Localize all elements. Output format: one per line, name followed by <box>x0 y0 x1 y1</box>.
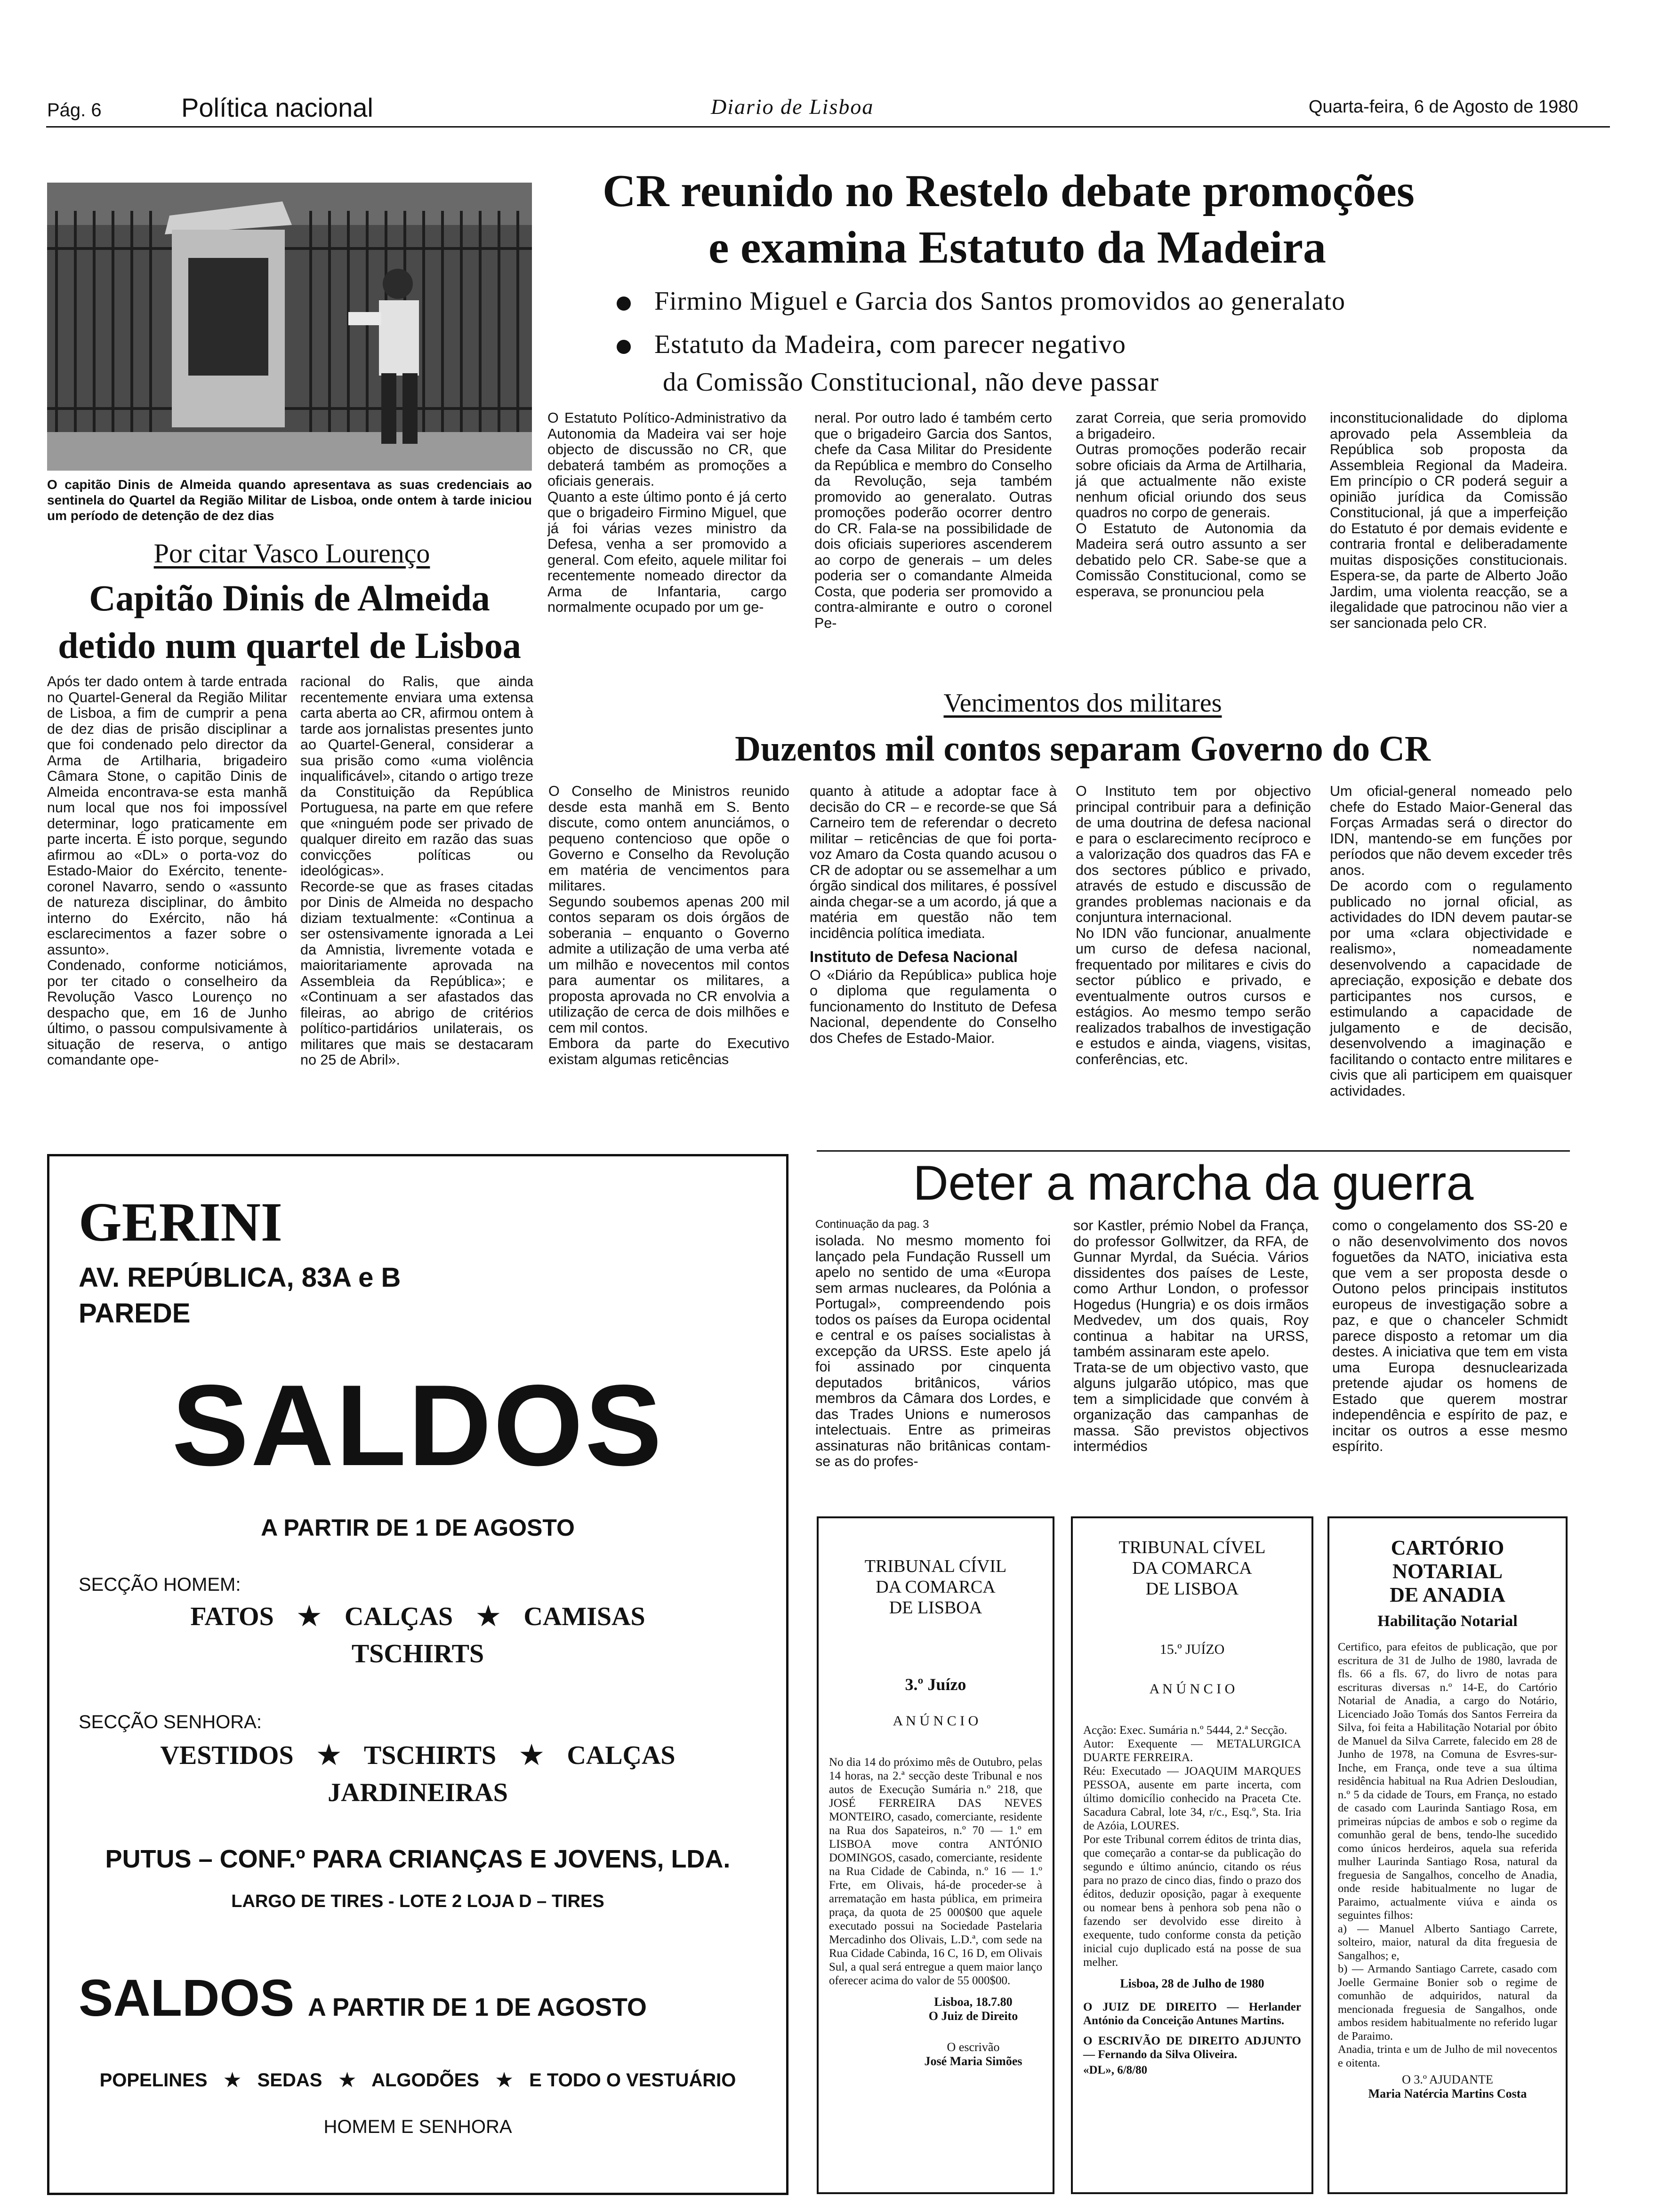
left-story-col1 <box>47 674 287 1068</box>
notice-body: Acção: Exec. Sumária n.º 5444, 2.ª Secção. Autor: Exequente — METALURGICA DUARTE FERREIRA. Réu: Executado — JOAQUIM MARQUES PESSOA, ausente em parte incerta, com último domicílio conhecido na Praceta Cte. Sacadura Cabral, lote 34, r/c., Esq.º, Sta. Iria de Azóia, LOURES. Por este Tribunal correm éditos de trinta dias, que começarão a contar-se da publicação do segundo e último anúncio, citando os réus para no prazo de cinco dias, findo o prazo dos éditos, deduzir oposição, pagar à exequente ou nomear bens à penhora sob pena não o fazendo ser devolvido esse direito à exequente, tudo conforme consta da petição inicial cujo duplicado está na posse de sua melher. <box>1083 1724 1301 1969</box>
gerini-advertisement <box>47 1154 788 2195</box>
left-story-col1-text: Após ter dado ontem à tarde entrada no Quartel-General da Região Militar de Lisboa, a fim de cumprir a pena de dez dias de prisão disciplinar a que foi condenado pelo director da Arma de Artilharia, brigadeiro Câmara Stone, o capitão Dinis de Almeida encontrava-se esta manhã num local que nos foi impossível determinar, logo praticamente em parte incerta. É isto porque, segundo afirmou ao «DL» o porta-voz do Estado-Maior do Exército, tenente-coronel Navarro, sendo o «assunto de natureza disciplinar, do âmbito interno do Exército, não há esclarecimentos a fazer sobre o assunto». Condenado, conforme noticiámos, por ter citado o conselheiro da Revolução Vasco Lourenço no despacho que, em 16 de Junho último, o passou compulsivamente à situação de reserva, o antigo comandante ope- <box>47 673 287 1068</box>
notice-body: Certifico, para efeitos de publicação, que por escritura de 31 de Julho de 1980, lavrada de fls. 66 a fls. 67, do livro de notas para escrituras diversas n.º 14-E, do Cartório Notarial de Anadia, a cargo do Notário, Licenciado João Tomás dos Santos Ferreira da Silva, foi feita a Habilitação Notarial por óbito de Manuel da Silva Carrete, falecido em 28 de Junho de 1978, na Comuna de Esvres-sur-Inche, em França, onde teve a sua última residência habitual na Rua Adrien Desloudian, n.º 5 da cidade de Tours, em França, no estado de casado com Laurinda Santiago Rosa, em primeiras núpcias de ambos e sob o regime da comunhão geral de bens, tendo-lhe sucedido como únicos herdeiros, aquela sua referida mulher Laurinda Santiago Rosa, natural da freguesia de Sangalhos, concelho de Anadia, onde reside habitualmente no lugar de Paraimo, actualmente viúva e ainda os seguintes filhos: a) — Manuel Alberto Santiago Carrete, solteiro, maior, natural da dita freguesia de Sangalhos; e, b) — Armando Santiago Carrete, casado com Joelle Germaine Bonier sob o regime de comunhão de adquiridos, natural da mencionada freguesia de Sangalhos, onde ambos residem habitualmente no referido lugar de Paraimo. Anadia, trinta e um de Julho de mil novecentos e oitenta. <box>1338 1641 1557 2069</box>
bullet1-text: Firmino Miguel e Garcia dos Santos promovidos ao generalato <box>654 287 1346 316</box>
top-story-bullet2 <box>617 329 1126 360</box>
notice-court: 15.º JUÍZO <box>1159 1642 1225 1657</box>
ad-saldos-headline: SALDOS <box>172 1361 664 1490</box>
top-story-bullet2-cont: da Comissão Constitucional, não deve passar <box>663 368 1159 397</box>
military-story-col4-text: Um oficial-general nomeado pelo chefe do Estado Maior-General das Forças Armadas será o director do IDN, mantendo-se em funções por períodos que não devem exceder três anos. De acordo com o regulamento publicado no jornal oficial, as actividades do IDN devem pautar-se por uma «clara objectividade e realismo», nomeadamente desenvolvendo a capacidade de apreciação, exposição e debate dos participantes nos cursos, e estimulando a capacidade de julgamento e de decisão, desenvolvendo a imaginação e facilitando o contacto entre militares e civis que ali participem em quaisquer actividades. <box>1330 783 1572 1099</box>
war-story-col3 <box>1332 1218 1568 1455</box>
ad-women-item-line2: JARDINEIRAS <box>328 1778 508 1807</box>
ad-company: PUTUS – CONF.º PARA CRIANÇAS E JOVENS, LDA. <box>105 1845 731 1873</box>
war-story-col1 <box>815 1233 1051 1470</box>
bullet-icon <box>617 340 631 354</box>
star-icon: ★ <box>317 1741 341 1770</box>
ad-fabric: ALGODÕES <box>371 2070 479 2091</box>
star-icon: ★ <box>496 2070 513 2091</box>
top-story-bullet1 <box>617 286 1345 316</box>
ad-address-line2: PAREDE <box>79 1298 191 1329</box>
military-story-col1 <box>548 784 789 1067</box>
ad-men-item: CAMISAS <box>523 1602 645 1631</box>
ad-men-item: CALÇAS <box>344 1602 453 1631</box>
war-story-col3-text: como o congelamento dos SS-20 e o não desenvolvimento dos novos foguetões da NATO, iniciativa esta que vem a ser proposta desde o Outono pelos principais institutos europeus de investigação sobre a paz, e que o chanceler Schmidt parece disposto a retomar um dia destes. A iniciativa que tem em vista uma Europa desnuclearizada pretende ajudar os homens de Estado que querem mostrar independência e espírito de paz, e incitar os outros a esse mesmo espírito. <box>1332 1218 1568 1454</box>
ad-men-section: SECÇÃO HOMEM: <box>79 1574 241 1595</box>
notice-clerk: O ESCRIVÃO DE DIREITO ADJUNTO — Fernando da Silva Oliveira. <box>1083 2035 1301 2061</box>
left-story-kicker: Por citar Vasco Lourenço <box>153 538 430 569</box>
war-story-headline: Deter a marcha da guerra <box>913 1156 1474 1210</box>
military-story-kicker: Vencimentos dos militares <box>943 689 1222 718</box>
top-story-col2-text: neral. Por outro lado é também certo que o brigadeiro Garcia dos Santos, chefe da Casa Militar do Presidente da República e membro do Conselho da Revolução, seja também promovido ao generalato. Outras promoções poderão ocorrer dentro do CR. Fala-se na possibilidade de dois oficiais superiores ascenderem ao corpo de generais – um deles poderia ser o comandante Almeida Costa, que poderia ser promovido a contra-almirante e outro o coronel Pe- <box>814 410 1052 631</box>
war-story-continued: Continuação da pag. 3 <box>815 1218 929 1231</box>
ad-fabric: E TODO O VESTUÁRIO <box>529 2070 736 2091</box>
ad-men-item: FATOS <box>190 1602 274 1631</box>
section-title: Política nacional <box>181 93 373 122</box>
ad-audience: HOMEM E SENHORA <box>323 2116 512 2137</box>
war-story-col1-text: isolada. No mesmo momento foi lançado pela Fundação Russell um apelo no sentido de uma «Europa sem armas nucleares, da Polónia a Portugal», compreendendo pois todos os países da Europa ocidental e central e os países socialistas à excepção da URSS. Este apelo já foi assinado por cinquenta deputados britânicos, vários membros da Câmara dos Lordes, e das Trades Unions e numerosos intelectuais. Entre as primeiras assinaturas não britânicas contam-se as do profes- <box>815 1233 1051 1469</box>
ad-company-address: LARGO DE TIRES - LOTE 2 LOJA D – TIRES <box>231 1891 604 1911</box>
military-story-col3 <box>1076 784 1311 1067</box>
ad-women-item: VESTIDOS <box>160 1741 294 1770</box>
notice-title: TRIBUNAL CÍVIL DA COMARCA DE LISBOA <box>864 1556 1007 1618</box>
bullet-icon <box>617 297 631 311</box>
military-story-headline: Duzentos mil contos separam Governo do CR <box>735 729 1431 769</box>
legal-notice-tribunal-15 <box>1071 1516 1313 2194</box>
military-story-col4 <box>1330 784 1572 1099</box>
notice-signer: Maria Natércia Martins Costa <box>1368 2087 1527 2100</box>
top-story-col4-text: inconstitucionalidade do diploma aprovado pela Assembleia da República sob proposta da Assembleia Regional da Madeira. Em princípio o CR poderá seguir a opinião jurídica da Comissão Constitucional, já que a imperfeição do Estatuto é por demais evidente e contraria frontal e deliberadamente muitas disposições constitucionais. Espera-se, da parte de Alberto João Jardim, uma violenta reacção, se a ilegalidade que patrocinou não vier a ser sancionada pelo CR. <box>1330 410 1568 631</box>
page-number: Pág. 6 <box>47 100 102 120</box>
notice-clerk: José Maria Simões <box>924 2054 1022 2068</box>
top-story-col1-text: O Estatuto Político-Administrativo da Autonomia da Madeira vai ser hoje objecto de discussão no CR, que debaterá também as promoções a oficiais generais. Quanto a este último ponto é já certo que o brigadeiro Firmino Miguel, que já foi várias vezes ministro da Defesa, venha a ser promovido a general. Com efeito, aquele militar foi recentemente nomeado director da Arma de Infantaria, cargo normalmente ocupado por um ge- <box>547 410 787 615</box>
top-story-headline-line2: e examina Estatuto da Madeira <box>708 222 1326 273</box>
notice-signer-title: O 3.º AJUDANTE <box>1402 2073 1493 2086</box>
photo-caption: O capitão Dinis de Almeida quando apresentava as suas credenciais ao sentinela do Quartel da Região Militar de Lisboa, onde ontem à tarde iniciou um período de detenção de dez dias <box>47 477 532 523</box>
ad-fabric: SEDAS <box>257 2070 322 2091</box>
military-story-col3-text: O Instituto tem por objectivo principal contribuir para a definição de uma doutrina de defesa nacional e para o esclarecimento recíproco e a valorização dos quadros das FA e dos sectores público e privado, através de estudo e discussão de grandes problemas nacionais e da conjuntura internacional. No IDN vão funcionar, anualmente um curso de defesa nacional, frequentado por militares e civis do sector público e privado, e eventualmente outros cursos e estágios. Ao mesmo tempo serão realizados trabalhos de investigação e estudos e ainda, viagens, visitas, conferências, etc. <box>1076 783 1311 1067</box>
sentry-box-photo <box>47 183 532 471</box>
ad-men-item-line2: TSCHIRTS <box>351 1639 484 1668</box>
legal-notice-tribunal-3 <box>817 1516 1054 2194</box>
ad-women-items <box>49 1740 786 1771</box>
military-story-subhead: Instituto de Defesa Nacional <box>810 948 1018 965</box>
military-story-col2-text: quanto à atitude a adoptar face à decisão do CR – e recorde-se que Sá Carneiro tem de referendar o decreto militar – reticências de que foi porta-voz Amaro da Costa quando acusou o CR de adoptar ou se assemelhar a um órgão sindical dos militares, é possível ainda chegar-se a um acordo, já que a matéria em questão não tem incidência política imediata. <box>810 783 1057 941</box>
notice-place-date: Lisboa, 28 de Julho de 1980 <box>1120 1977 1264 1990</box>
left-story-col2 <box>300 674 533 1068</box>
top-story-col2 <box>814 410 1052 631</box>
left-story-headline-line2: detido num quartel de Lisboa <box>58 625 521 666</box>
notice-body: No dia 14 do próximo mês de Outubro, pelas 14 horas, na 2.ª secção deste Tribunal e nos autos de Execução Sumária n.º 218, que JOSÉ FERREIRA DAS NEVES MONTEIRO, casado, comerciante, residente na Rua dos Sapateiros, n.º 70 — 1.º em LISBOA move contra ANTÓNIO DOMINGOS, casado, comerciante, residente na Rua Cidade de Cabinda, n.º 16 — 1.º Frte, em Olivais, há-de proceder-se à arrematação em hasta pública, em primeira praça, da quota de 25 000$00 que aquele executado possui na Sociedade Pastelaria Mercadinho dos Olivais, L.D.ª, com sede na Rua Cidade Cabinda, 16 C, 16 D, em Olivais Sul, a qual será entregue a quem maior lanço oferecer acima do valor de 55 000$00. <box>829 1756 1042 1987</box>
star-icon: ★ <box>338 2070 356 2091</box>
notice-judge: O JUIZ DE DIREITO — Herlander António da Conceição Antunes Martins. <box>1083 2001 1301 2027</box>
ad-fabrics <box>49 2069 786 2091</box>
news-photo <box>47 183 532 471</box>
star-icon: ★ <box>224 2070 241 2091</box>
notice-label: A N Ú N C I O <box>1149 1681 1235 1697</box>
notice-label: A N Ú N C I O <box>893 1713 979 1729</box>
war-story-col2-text: sor Kastler, prémio Nobel da França, do professor Gollwitzer, da RFA, de Gunnar Myrdal, da Suécia. Vários dissidentes dos países de Leste, como Arthur London, o professor Hogedus (Hungria) e os dois irmãos Medvedev, um dos quais, Roy continua a habitar na URSS, também assinaram este apelo. Trata-se de um objectivo vasto, que alguns julgarão utópico, mas que tem a simplicidade que convém à organização das campanhas de massa. São previstos objectivos intermédios <box>1073 1218 1309 1454</box>
ad-from-date: A PARTIR DE 1 DE AGOSTO <box>261 1515 575 1541</box>
ad-men-items <box>49 1601 786 1632</box>
notice-clerk-title: O escrivão <box>947 2040 1000 2054</box>
star-icon: ★ <box>476 1602 500 1631</box>
issue-date: Quarta-feira, 6 de Agosto de 1980 <box>1309 97 1578 117</box>
war-story-top-rule <box>817 1150 1570 1152</box>
military-story-col1-text: O Conselho de Ministros reunido desde esta manhã em S. Bento discute, como ontem anunciámos, o pequeno contencioso que opõe o Governo e Conselho da Revolução em matéria de vencimentos para militares. Segundo soubemos apenas 200 mil contos separam os dois órgãos de soberania – enquanto o Governo admite a utilização de uma verba até um milhão e novecentos mil contos para aumentar os militares, a proposta aprovada no CR envolvia a utilização de cerca de dois milhões e cem mil contos. Embora da parte do Executivo existam algumas reticências <box>548 783 789 1067</box>
top-story-headline-line1: CR reunido no Restelo debate promoções <box>603 166 1415 216</box>
notice-ref: «DL», 6/8/80 <box>1083 2064 1148 2076</box>
ad-women-item: TSCHIRTS <box>363 1741 497 1770</box>
top-story-col3-text: zarat Correia, que seria promovido a brigadeiro. Outras promoções poderão recair sobre oficiais da Arma de Artilharia, já que actualmente não existe nenhum oficial oriundo dos seus quadros no corpo de generais. O Estatuto de Autonomia da Madeira será outro assunto a ser debatido pelo CR. Sabe-se que a Comissão Constitucional, como se esperava, se pronunciou pela <box>1076 410 1306 600</box>
star-icon: ★ <box>297 1602 321 1631</box>
bullet2-text: Estatuto da Madeira, com parecer negativo <box>654 330 1126 359</box>
header-rule <box>46 126 1610 128</box>
masthead: Diario de Lisboa <box>711 95 874 119</box>
notice-judge: O Juiz de Direito <box>928 2009 1018 2023</box>
top-story-col4 <box>1330 410 1568 631</box>
ad-from-date2: A PARTIR DE 1 DE AGOSTO <box>307 1993 647 2021</box>
top-story-col1 <box>547 410 787 616</box>
ad-address-line1: AV. REPÚBLICA, 83A e B <box>79 1262 401 1293</box>
top-story-col3 <box>1076 410 1306 600</box>
ad-women-item: CALÇAS <box>567 1741 676 1770</box>
left-story-headline-line1: Capitão Dinis de Almeida <box>89 577 490 618</box>
star-icon: ★ <box>520 1741 544 1770</box>
war-story-col2 <box>1073 1218 1309 1455</box>
ad-fabric: POPELINES <box>99 2070 208 2091</box>
ad-saldos2: SALDOS <box>79 1969 295 2027</box>
notice-court: 3.º Juízo <box>905 1675 966 1694</box>
notice-subtitle: Habilitação Notarial <box>1377 1612 1518 1630</box>
ad-women-section: SECÇÃO SENHORA: <box>79 1712 262 1732</box>
notice-place-date: Lisboa, 18.7.80 <box>934 1995 1013 2009</box>
military-story-col2 <box>810 784 1057 1046</box>
ad-saldos-footer <box>79 1968 647 2028</box>
military-story-col2b-text: O «Diário da República» publica hoje o diploma que regulamenta o funcionamento do Instituto de Defesa Nacional, dependente do Conselho dos Chefes de Estado-Maior. <box>810 967 1057 1046</box>
notice-title: CARTÓRIO NOTARIAL DE ANADIA <box>1390 1536 1505 1606</box>
ad-brand: GERINI <box>79 1191 282 1253</box>
legal-notice-cartorio <box>1327 1516 1568 2194</box>
notice-title: TRIBUNAL CÍVEL DA COMARCA DE LISBOA <box>1118 1538 1266 1599</box>
left-story-col2-text: racional do Ralis, que ainda recentemente enviara uma extensa carta aberta ao CR, afirmou ontem à tarde aos jornalistas presentes junto ao Quartel-General, considerar a sua prisão como «uma violência inqualificável», citando o artigo treze da Constituição da República Portuguesa, na parte em que refere que «ninguém pode ser privado de qualquer direito em razão das suas convicções políticas ou ideológicas». Recorde-se que as frases citadas por Dinis de Almeida no despacho diziam textualmente: «Continua a ser ostensivamente ignorada a Lei da Amnistia, livremente votada e maioritariamente aprovada na Assembleia da República»; e «Continuam a ser afastados das fileiras, ao abrigo de critérios político-partidários unilaterais, os militares que mais se destacaram no 25 de Abril». <box>300 673 534 1068</box>
